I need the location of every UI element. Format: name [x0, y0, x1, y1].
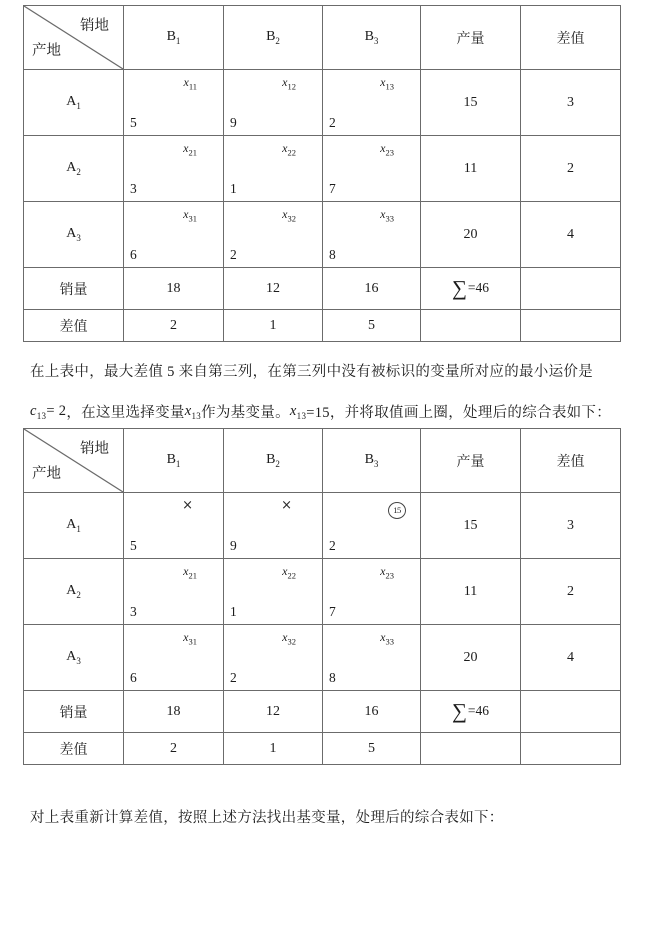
variable-x12	[282, 75, 296, 91]
cell-x31	[124, 202, 224, 268]
variable-x33	[380, 207, 394, 223]
sales-volume-b2: 12	[224, 691, 323, 733]
cell-x32	[224, 202, 323, 268]
variable-x22	[282, 141, 296, 157]
sales-volume-label: 销量	[24, 691, 124, 733]
cross-mark-icon: ×	[281, 498, 292, 513]
cost-value: 2	[329, 115, 336, 130]
variable-sub: 12	[287, 81, 296, 92]
variable-sub: 33	[385, 636, 394, 647]
sigma-symbol: ∑	[451, 698, 467, 723]
variable-sub: 31	[188, 636, 197, 647]
math-sub: 13	[296, 410, 307, 421]
diff-cell-a1: 3	[521, 70, 621, 136]
cell-x23	[323, 136, 421, 202]
row-label-a2	[24, 559, 124, 625]
cell-x33	[323, 625, 421, 691]
header-sub: 1	[175, 458, 181, 469]
sales-volume-b1: 18	[124, 268, 224, 310]
sum-cell	[421, 691, 521, 733]
sigma-symbol: ∑	[451, 275, 467, 300]
variable-sub: 32	[287, 213, 296, 224]
variable-letter: x	[282, 564, 288, 578]
header-base: 产量	[456, 454, 485, 470]
row-label-a3	[24, 625, 124, 691]
column-header-diff	[521, 6, 621, 70]
row-label-a2	[24, 136, 124, 202]
diff-row-label: 差值	[24, 733, 124, 765]
supply-cell-a3: 20	[421, 202, 521, 268]
column-header-b1	[124, 429, 224, 493]
variable-sub: 31	[188, 213, 197, 224]
diff-b1: 2	[124, 310, 224, 342]
header-base: 差值	[556, 454, 585, 470]
variable-letter: x	[183, 564, 189, 578]
supply-cell-a1: 15	[421, 493, 521, 559]
header-base: B	[364, 29, 374, 45]
row-label-sub: 1	[76, 523, 81, 534]
header-base: B	[364, 452, 374, 468]
math-sub: 13	[191, 410, 202, 421]
cost-value: 3	[130, 181, 137, 196]
variable-letter: x	[380, 141, 386, 155]
variable-x23	[380, 141, 394, 157]
sum-value: =46	[467, 703, 490, 718]
cost-value: 3	[130, 604, 137, 619]
corner-header-cell	[24, 429, 124, 493]
header-sub: 2	[275, 458, 280, 469]
text-segment: ，在这里选择变量	[66, 405, 185, 421]
diff-cell-a3: 4	[521, 202, 621, 268]
cell-x21	[124, 136, 224, 202]
variable-x31	[183, 630, 197, 646]
diff-cell-a2: 2	[521, 136, 621, 202]
corner-header-cell	[24, 6, 124, 70]
cost-value: 1	[230, 604, 237, 619]
variable-x31	[183, 207, 197, 223]
text-segment: 作为基变量。	[201, 405, 290, 421]
variable-sub: 22	[287, 147, 296, 158]
sales-volume-b3: 16	[323, 691, 421, 733]
math-sub: 13	[36, 410, 47, 421]
empty-cell	[521, 691, 621, 733]
sales-destination-label: 销地	[80, 18, 109, 34]
supply-cell-a3: 20	[421, 625, 521, 691]
supply-cell-a1: 15	[421, 70, 521, 136]
closing-paragraph: 对上表重新计算差值，按照上述方法找出基变量，处理后的综合表如下：	[30, 810, 504, 826]
column-header-diff	[521, 429, 621, 493]
row-label-a3	[24, 202, 124, 268]
cell-x31	[124, 625, 224, 691]
row-label-sub: 2	[76, 589, 81, 600]
math-letter: x	[289, 402, 297, 419]
analysis-paragraph	[30, 350, 646, 432]
paragraph-line-1: 在上表中，最大差值 5 来自第三列，在第三列中没有被标识的变量所对应的最小运价是	[30, 364, 593, 380]
row-label-base: A	[66, 226, 77, 242]
math-x13-b	[290, 403, 306, 421]
row-label-sub: 3	[76, 232, 81, 243]
transport-table-1	[23, 5, 621, 342]
header-base: 产量	[456, 31, 485, 47]
row-label-base: A	[66, 160, 77, 176]
header-base: 差值	[556, 31, 585, 47]
variable-letter: x	[380, 207, 386, 221]
variable-x32	[282, 630, 296, 646]
variable-x13	[380, 75, 394, 91]
math-x13-a	[185, 403, 201, 421]
variable-x21	[183, 564, 197, 580]
diff-b1: 2	[124, 733, 224, 765]
cell-x32	[224, 625, 323, 691]
header-base: B	[166, 29, 176, 45]
empty-cell	[521, 310, 621, 342]
math-letter: x	[184, 402, 192, 419]
diff-cell-a3: 4	[521, 625, 621, 691]
header-sub: 3	[373, 458, 379, 469]
variable-sub: 13	[385, 81, 394, 92]
empty-cell	[521, 733, 621, 765]
cell-x12-crossed	[224, 493, 323, 559]
header-sub: 1	[175, 35, 181, 46]
row-label-base: A	[66, 94, 77, 110]
math-equals-2: = 2	[46, 403, 67, 419]
cost-value: 8	[329, 247, 336, 262]
sales-volume-label: 销量	[24, 268, 124, 310]
variable-sub: 33	[385, 213, 394, 224]
variable-x33	[380, 630, 394, 646]
cost-value: 6	[130, 247, 137, 262]
column-header-b1	[124, 6, 224, 70]
row-label-sub: 3	[76, 655, 81, 666]
text-segment: =15，并将取值画上圈，处理后的综合表如下：	[306, 405, 612, 421]
variable-letter: x	[380, 75, 386, 89]
cost-value: 1	[230, 181, 237, 196]
sum-value: =46	[467, 280, 490, 295]
variable-letter: x	[380, 564, 386, 578]
empty-cell	[421, 310, 521, 342]
diff-b3: 5	[323, 310, 421, 342]
diff-row-label: 差值	[24, 310, 124, 342]
origin-label: 产地	[32, 43, 61, 59]
cost-value: 8	[329, 670, 336, 685]
variable-sub: 23	[385, 147, 394, 158]
cost-value: 7	[329, 181, 336, 196]
math-letter: c	[30, 402, 37, 419]
diff-cell-a2: 2	[521, 559, 621, 625]
sales-volume-b2: 12	[224, 268, 323, 310]
row-label-base: A	[66, 583, 77, 599]
header-base: B	[266, 452, 276, 468]
cost-value: 9	[230, 538, 237, 553]
variable-letter: x	[282, 75, 288, 89]
cost-value: 2	[329, 538, 336, 553]
variable-letter: x	[282, 141, 288, 155]
variable-letter: x	[183, 75, 189, 89]
header-sub: 2	[275, 35, 280, 46]
diff-b2: 1	[224, 733, 323, 765]
cost-value: 5	[130, 115, 137, 130]
variable-sub: 23	[385, 570, 394, 581]
variable-letter: x	[282, 630, 288, 644]
variable-x22	[282, 564, 296, 580]
diff-cell-a1: 3	[521, 493, 621, 559]
cost-value: 2	[230, 247, 237, 262]
row-label-sub: 2	[76, 166, 81, 177]
cell-x11-crossed	[124, 493, 224, 559]
variable-sub: 22	[287, 570, 296, 581]
variable-letter: x	[380, 630, 386, 644]
header-base: B	[166, 452, 176, 468]
column-header-supply	[421, 6, 521, 70]
row-label-sub: 1	[76, 100, 81, 111]
column-header-supply	[421, 429, 521, 493]
transport-table-2	[23, 428, 621, 765]
circled-value-icon: 15	[388, 502, 406, 519]
origin-label: 产地	[32, 466, 61, 482]
variable-sub: 21	[188, 147, 197, 158]
cost-value: 5	[130, 538, 137, 553]
paragraph-line-2	[30, 391, 646, 432]
variable-letter: x	[183, 207, 189, 221]
header-base: B	[266, 29, 276, 45]
column-header-b2	[224, 429, 323, 493]
variable-letter: x	[183, 630, 189, 644]
row-label-base: A	[66, 517, 77, 533]
sales-volume-b1: 18	[124, 691, 224, 733]
cost-value: 9	[230, 115, 237, 130]
variable-sub: 11	[188, 81, 197, 92]
row-label-a1	[24, 493, 124, 559]
column-header-b3	[323, 429, 421, 493]
empty-cell	[421, 733, 521, 765]
cell-x22	[224, 559, 323, 625]
cost-value: 6	[130, 670, 137, 685]
empty-cell	[521, 268, 621, 310]
cell-x33	[323, 202, 421, 268]
sales-volume-b3: 16	[323, 268, 421, 310]
variable-x21	[183, 141, 197, 157]
variable-letter: x	[183, 141, 189, 155]
cost-value: 2	[230, 670, 237, 685]
variable-x11	[183, 75, 197, 91]
variable-sub: 32	[287, 636, 296, 647]
cell-x21	[124, 559, 224, 625]
sales-destination-label: 销地	[80, 441, 109, 457]
column-header-b3	[323, 6, 421, 70]
column-header-b2	[224, 6, 323, 70]
diff-b2: 1	[224, 310, 323, 342]
cross-mark-icon: ×	[182, 498, 193, 513]
cost-value: 7	[329, 604, 336, 619]
variable-x32	[282, 207, 296, 223]
cell-x23	[323, 559, 421, 625]
cell-x12	[224, 70, 323, 136]
sum-cell	[421, 268, 521, 310]
variable-letter: x	[282, 207, 288, 221]
row-label-base: A	[66, 649, 77, 665]
cell-x13	[323, 70, 421, 136]
supply-cell-a2: 11	[421, 559, 521, 625]
header-sub: 3	[373, 35, 379, 46]
diff-b3: 5	[323, 733, 421, 765]
supply-cell-a2: 11	[421, 136, 521, 202]
variable-sub: 21	[188, 570, 197, 581]
math-c13	[30, 403, 46, 421]
cell-x11	[124, 70, 224, 136]
cell-x13-basic	[323, 493, 421, 559]
cell-x22	[224, 136, 323, 202]
row-label-a1	[24, 70, 124, 136]
variable-x23	[380, 564, 394, 580]
